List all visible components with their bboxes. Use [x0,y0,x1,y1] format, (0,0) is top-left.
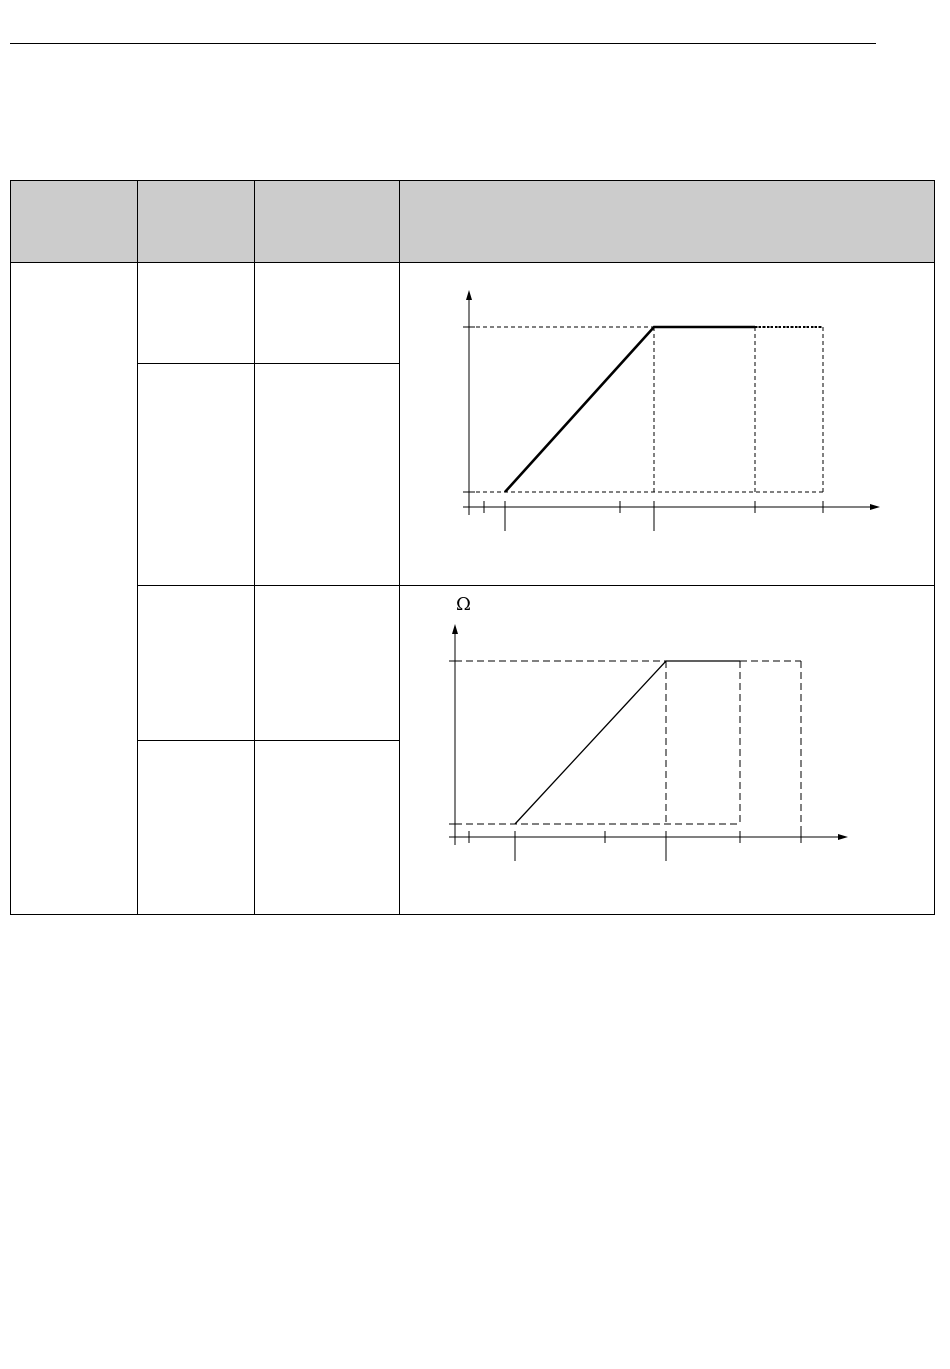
chart-2-y-axis-label: Ω [456,594,471,615]
header-cell-2 [137,180,254,262]
row-divider-2 [137,585,935,586]
header-rule [10,43,876,44]
row-4-col-2 [137,740,254,915]
header-cell-4 [399,180,935,262]
col-divider-2 [254,180,255,915]
col-divider-3 [399,180,400,915]
row-3-col-3 [254,585,399,740]
row-1-col-2 [137,262,254,363]
row-3-col-2 [137,585,254,740]
row-divider-1 [137,363,399,364]
table-border-bottom [10,914,935,915]
col-divider-1 [137,180,138,915]
row-2-col-3 [254,363,399,585]
row-1-col-3 [254,262,399,363]
header-cell-1 [10,180,137,262]
header-row-divider [10,262,935,263]
table-border-top [10,180,935,181]
table-border-right [934,180,935,915]
spec-table [10,180,935,915]
row-2-col-2 [137,363,254,585]
header-cell-3 [254,180,399,262]
merged-col-1 [10,262,137,915]
row-4-col-3 [254,740,399,915]
table-border-left [10,180,11,915]
row-divider-3 [137,740,399,741]
